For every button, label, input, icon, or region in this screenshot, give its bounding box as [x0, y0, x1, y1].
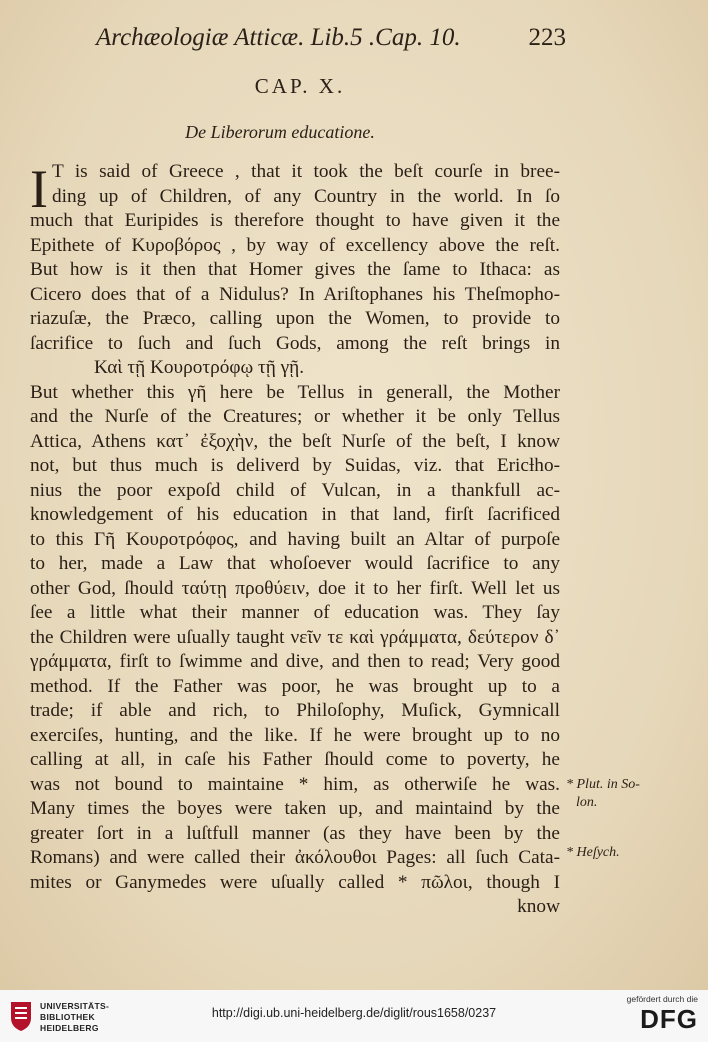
- text-line: knowledgement of his education in that land, firſt ſacrificed: [30, 504, 560, 525]
- text-line: to this Γῆ Κουροτρόφος, and having built an Altar of purpoſe: [30, 528, 560, 550]
- text-line: riazuſæ, the Præco, calling upon the Women, to provide to: [30, 308, 560, 329]
- library-name-line: UNIVERSITÄTS-: [40, 1001, 110, 1011]
- dfg-logo[interactable]: DFG: [640, 1004, 698, 1034]
- text-line: greater ſort in a luſtfull manner (as they have been by the: [30, 822, 560, 844]
- text-line: and the Nurſe of the Creatures; or whether it be only Tellus: [30, 406, 560, 427]
- text-line: But how is it then that Homer gives the ſame to Ithaca: as: [30, 259, 560, 280]
- catchword: know: [517, 896, 560, 917]
- text-line: method. If the Father was poor, he was brought up to a: [30, 675, 560, 697]
- text-line: much that Euripides is therefore thought to have given it the: [30, 210, 560, 231]
- page-number: 223: [528, 24, 566, 51]
- text-line: ſacrifice to ſuch and ſuch Gods, among the reſt brings in: [30, 332, 560, 354]
- library-name-line: BIBLIOTHEK: [40, 1012, 95, 1022]
- text-line: was not bound to maintaine * him, as otherwiſe he was.: [30, 773, 560, 795]
- text-line: trade; if able and rich, to Philoſophy, Muſick, Gymnicall: [30, 700, 560, 721]
- running-head-title: Archæologiæ Atticæ. Lib.5 .Cap. 10.: [96, 24, 461, 51]
- text-line: exerciſes, hunting, and the like. If he were brought up to no: [30, 724, 560, 746]
- text-line: ſee a little what their manner of education was. They ſay: [30, 602, 560, 623]
- text-line: Attica, Athens κατ᾽ ἐξοχὴν, the beſt Nurſe of the beſt, I know: [30, 430, 560, 452]
- text-line: not, but thus much is deliverd by Suidas, viz. that Ericƚho-: [30, 455, 560, 476]
- text-line: nius the poor expoſd child of Vulcan, in a thankfull ac-: [30, 479, 560, 501]
- text-line: Epithete of Κυροβόρος , by way of excellency above the reſt.: [30, 234, 560, 256]
- margin-note: lon.: [576, 795, 598, 810]
- greek-quote-line: Καὶ τῇ Κουροτρόφῳ τῇ γῇ.: [94, 357, 305, 378]
- text-line: Many times the boyes were taken up, and maintaind by the: [30, 798, 560, 819]
- text-line: T is said of Greece , that it took the beſt courſe in bree-: [52, 161, 560, 182]
- text-line: mites or Ganymedes were uſually called * πῶλοι, though I: [30, 871, 560, 893]
- drop-cap: I: [30, 159, 48, 219]
- funding-label: gefördert durch die: [626, 994, 698, 1004]
- text-line: to her, made a Law that whoſoever would ſacrifice to any: [30, 553, 560, 574]
- body-text: [30, 160, 560, 920]
- text-line: calling at all, in caſe his Father ſhould come to poverty, he: [30, 749, 560, 770]
- text-line: γράμματα, firſt to ſwimme and dive, and then to read; Very good: [30, 651, 560, 672]
- margin-note: * Plut. in So-: [566, 777, 640, 792]
- text-line: ding up of Children, of any Country in the world. In ſo: [52, 185, 560, 207]
- text-line: Romans) and were called their ἀκόλουθοι Pages: all ſuch Cata-: [30, 847, 560, 868]
- viewer-footer: [0, 990, 708, 1042]
- text-line: other God, ſhould ταύτῃ προθύειν, doe it to her firſt. Well let us: [30, 577, 560, 599]
- margin-note: * Heſych.: [566, 845, 620, 860]
- text-line: But whether this γῆ here be Tellus in generall, the Mother: [30, 381, 560, 403]
- running-head: [96, 24, 566, 54]
- text-line: Cicero does that of a Nidulus? In Ariſtophanes his Theſmopho-: [30, 283, 560, 305]
- chapter-heading: CAP. X.: [254, 74, 346, 98]
- library-name-line: HEIDELBERG: [40, 1023, 99, 1033]
- permalink-url[interactable]: http://digi.ub.uni-heidelberg.de/diglit/rous1658/0237: [211, 1006, 497, 1020]
- text-line: the Children were uſually taught νεῖν τε καὶ γράμματα, δεύτερον δ᾽: [30, 626, 560, 648]
- chapter-subtitle: De Liberorum educatione.: [185, 122, 375, 142]
